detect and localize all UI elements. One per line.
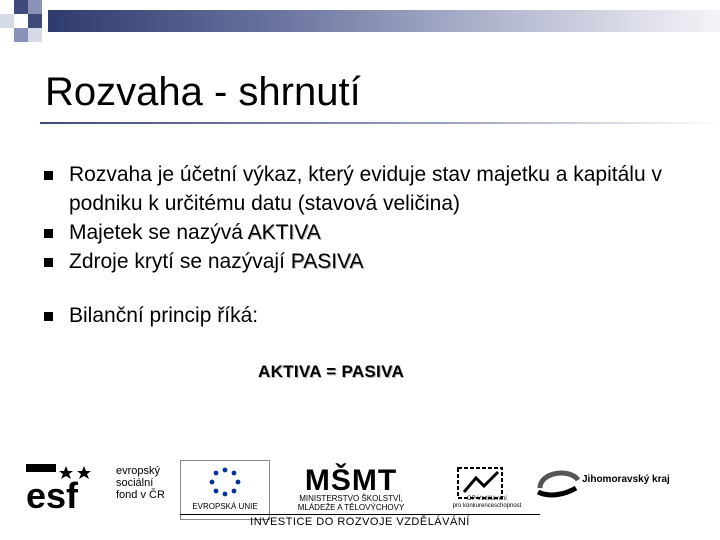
bullet-text: Zdroje krytí se nazývají: [69, 250, 291, 273]
op-caption: [442, 496, 532, 510]
esf-caption-line: sociální: [116, 477, 154, 489]
footer-logo-strip: [0, 450, 720, 540]
op-caption-line: pro konkurenceschopnost: [452, 503, 522, 509]
bullet-item: [38, 160, 688, 218]
msmt-caption-line: MINISTERSTVO ŠKOLSTVÍ,: [299, 494, 403, 503]
msmt-caption: [272, 494, 430, 512]
title-divider: [40, 122, 720, 124]
header-gradient-bar: [48, 10, 720, 32]
esf-logo-text: esf: [26, 475, 79, 510]
bullet-square-icon: [44, 171, 53, 180]
bullet-square-icon: [44, 312, 53, 321]
bullet-list: [38, 160, 688, 330]
bullet-item: [38, 301, 688, 330]
region-name: Jihomoravský kraj: [582, 474, 670, 485]
bullet-text: Majetek se nazývá: [69, 221, 248, 244]
bullet-text: Bilanční princip říká:: [69, 304, 259, 327]
esf-logo-icon: [26, 462, 108, 510]
bullet-text: Rozvaha je účetní výkaz, který eviduje stav majetku a kapitálu v podniku k určitému datu (stavová veličina): [69, 163, 662, 215]
eu-caption: EVROPSKÁ UNIE: [192, 502, 258, 511]
footer-divider: [180, 514, 540, 515]
balance-formula: AKTIVA = PASIVA: [258, 362, 405, 381]
bullet-item: [38, 218, 688, 247]
bullet-item: [38, 247, 688, 276]
bullet-emphasis: PASIVA: [290, 250, 364, 273]
msmt-caption-line: MLÁDEŽE A TĚLOVÝCHOVY: [297, 503, 405, 512]
eu-flag-icon: [180, 460, 270, 520]
footer-slogan: INVESTICE DO ROZVOJE VZDĚLÁVÁNÍ: [250, 516, 470, 528]
bullet-square-icon: [44, 258, 53, 267]
slide-title: Rozvaha - shrnutí: [45, 70, 361, 114]
esf-caption-line: evropský: [116, 465, 161, 477]
jihomoravsky-kraj-logo-icon: [530, 462, 590, 502]
bullet-emphasis: AKTIVA: [247, 221, 321, 244]
bullet-square-icon: [44, 229, 53, 238]
esf-caption: [116, 465, 186, 501]
msmt-logo-text: MŠMT: [304, 464, 398, 497]
op-caption-line: OP Vzdělávání: [467, 496, 507, 502]
esf-caption-line: fond v ČR: [116, 489, 165, 501]
